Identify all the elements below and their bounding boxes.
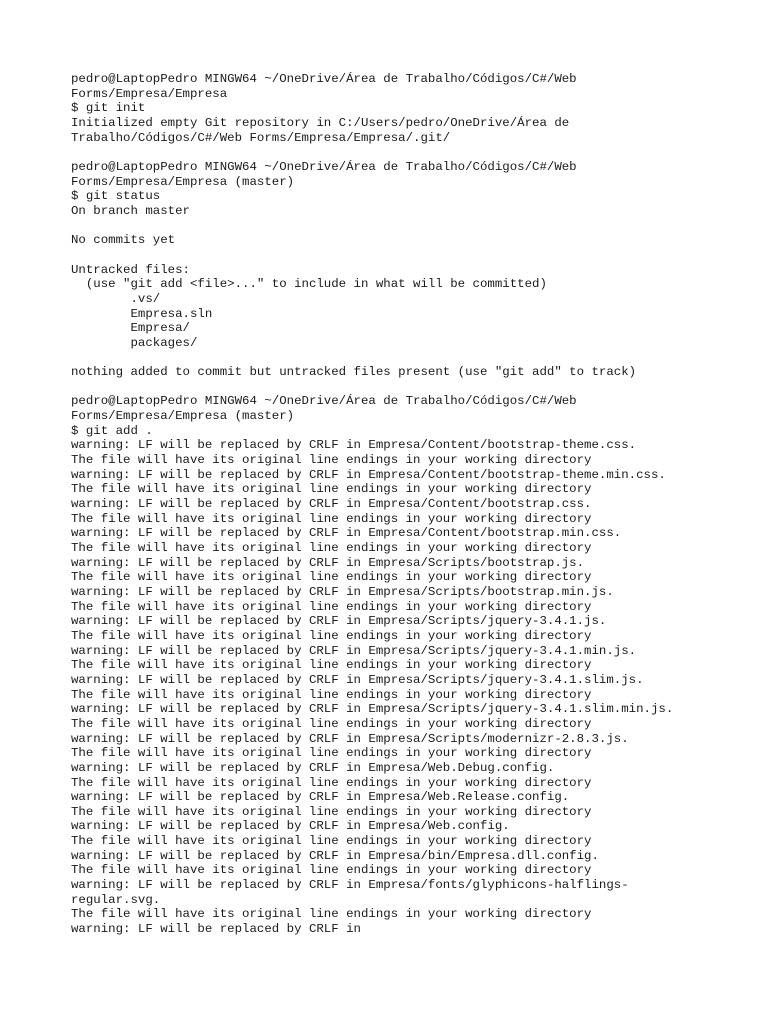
output-line: The file will have its original line endings in your working directory (71, 863, 592, 878)
terminal-output (71, 72, 761, 937)
output-line: The file will have its original line endings in your working directory (71, 716, 592, 731)
output-line: warning: LF will be replaced by CRLF in Empresa/Scripts/bootstrap.min.js. (71, 584, 614, 599)
output-line: $ git init (71, 101, 146, 116)
output-line: .vs/ (71, 291, 161, 306)
output-line: warning: LF will be replaced by CRLF in Empresa/Scripts/jquery-3.4.1.min.js. (71, 643, 637, 658)
output-line: Empresa.sln (71, 306, 213, 321)
output-line: Forms/Empresa/Empresa (71, 86, 228, 101)
output-line: pedro@LaptopPedro MINGW64 ~/OneDrive/Área de Trabalho/Códigos/C#/Web (71, 159, 577, 174)
output-line: Forms/Empresa/Empresa (master) (71, 174, 295, 189)
output-line: The file will have its original line endings in your working directory (71, 453, 592, 468)
output-line: The file will have its original line endings in your working directory (71, 834, 592, 849)
output-line: The file will have its original line endings in your working directory (71, 746, 592, 761)
output-line: The file will have its original line endings in your working directory (71, 628, 592, 643)
output-line: $ git add . (71, 423, 153, 438)
blank-line (71, 219, 761, 234)
blank-line (71, 380, 761, 395)
blank-line (71, 145, 761, 160)
output-line: Trabalho/Códigos/C#/Web Forms/Empresa/Empresa/.git/ (71, 130, 451, 145)
output-line: The file will have its original line endings in your working directory (71, 599, 592, 614)
output-line: The file will have its original line endings in your working directory (71, 658, 592, 673)
output-line: warning: LF will be replaced by CRLF in Empresa/Scripts/jquery-3.4.1.slim.js. (71, 672, 644, 687)
output-line: warning: LF will be replaced by CRLF in Empresa/Web.config. (71, 819, 510, 834)
output-line: The file will have its original line endings in your working directory (71, 687, 592, 702)
output-line: warning: LF will be replaced by CRLF in (71, 922, 361, 937)
output-line: The file will have its original line endings in your working directory (71, 775, 592, 790)
output-line: Empresa/ (71, 321, 190, 336)
blank-line (71, 350, 761, 365)
output-line: warning: LF will be replaced by CRLF in Empresa/bin/Empresa.dll.config. (71, 848, 599, 863)
output-line: (use "git add <file>..." to include in what will be committed) (71, 277, 547, 292)
output-line: warning: LF will be replaced by CRLF in Empresa/Scripts/jquery-3.4.1.slim.min.js. (71, 702, 674, 717)
output-line: The file will have its original line endings in your working directory (71, 907, 592, 922)
output-line: On branch master (71, 203, 190, 218)
output-line: The file will have its original line endings in your working directory (71, 511, 592, 526)
output-line: nothing added to commit but untracked files present (use "git add" to track) (71, 365, 637, 380)
output-line: warning: LF will be replaced by CRLF in Empresa/Scripts/jquery-3.4.1.js. (71, 614, 607, 629)
output-line: pedro@LaptopPedro MINGW64 ~/OneDrive/Área de Trabalho/Códigos/C#/Web (71, 394, 577, 409)
output-line: regular.svg. (71, 892, 161, 907)
output-line: warning: LF will be replaced by CRLF in Empresa/fonts/glyphicons-halflings- (71, 878, 629, 893)
output-line: The file will have its original line endings in your working directory (71, 804, 592, 819)
output-line: warning: LF will be replaced by CRLF in Empresa/Web.Release.config. (71, 790, 570, 805)
output-line: The file will have its original line endings in your working directory (71, 570, 592, 585)
output-line: warning: LF will be replaced by CRLF in Empresa/Content/bootstrap.css. (71, 497, 592, 512)
output-line: The file will have its original line endings in your working directory (71, 541, 592, 555)
output-line: warning: LF will be replaced by CRLF in Empresa/Content/bootstrap-theme.css. (71, 438, 637, 453)
output-line: The file will have its original line endings in your working directory (71, 482, 592, 497)
output-line: warning: LF will be replaced by CRLF in Empresa/Scripts/bootstrap.js. (71, 555, 585, 570)
output-line: warning: LF will be replaced by CRLF in Empresa/Scripts/modernizr-2.8.3.js. (71, 731, 629, 746)
blank-line (71, 248, 761, 263)
output-line: warning: LF will be replaced by CRLF in Empresa/Content/bootstrap.min.css. (71, 526, 622, 541)
output-line: warning: LF will be replaced by CRLF in Empresa/Content/bootstrap-theme.min.css. (71, 467, 666, 482)
output-line: $ git status (71, 189, 161, 204)
output-line: Untracked files: (71, 262, 190, 277)
output-line: Initialized empty Git repository in C:/Users/pedro/OneDrive/Área de (71, 115, 570, 130)
output-line: pedro@LaptopPedro MINGW64 ~/OneDrive/Área de Trabalho/Códigos/C#/Web (71, 72, 577, 86)
output-line: No commits yet (71, 233, 176, 248)
output-line: Forms/Empresa/Empresa (master) (71, 409, 295, 424)
output-line: packages/ (71, 335, 198, 350)
output-line: warning: LF will be replaced by CRLF in Empresa/Web.Debug.config. (71, 760, 555, 775)
